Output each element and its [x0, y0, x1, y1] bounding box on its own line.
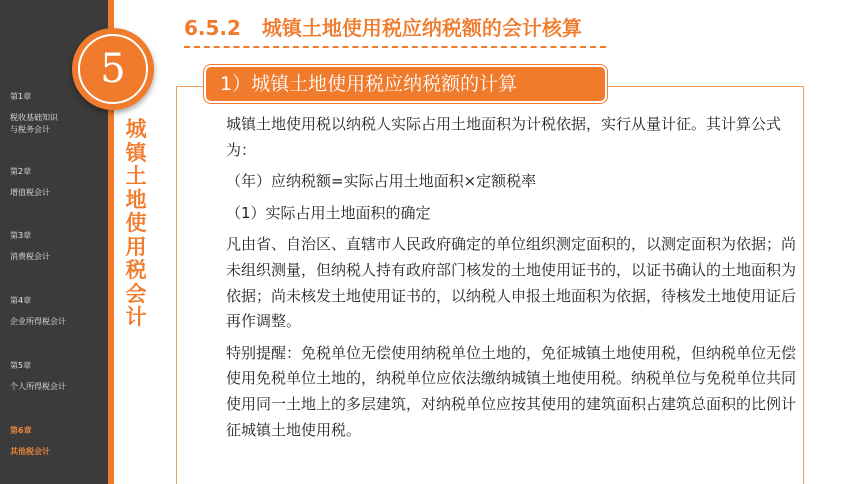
sidebar-item-label: 其他税会计 [10, 447, 50, 456]
paragraph-area-rules: 凡由省、自治区、直辖市人民政府确定的单位组织测定面积的，以测定面积为依据；尚未组织测量，但纳税人持有政府部门核发的土地使用证书的，以证书确认的土地面积为依据；尚未核发土地使用证书的，以纳税人申报土地面积为依据，待核发土地使用证后再作调整。 [226, 235, 797, 331]
section-heading-tab [204, 65, 607, 103]
page-title-text: 城镇土地使用税应纳税额的会计核算 [261, 16, 582, 40]
page-title [184, 12, 582, 41]
body-text [226, 112, 796, 443]
page-title-number: 6.5.2 [184, 16, 241, 40]
paragraph-intro: 城镇土地使用税以纳税人实际占用土地面积为计税依据，实行从量计征。其计算公式为： [226, 115, 782, 159]
sidebar-item-chapter: 第4章 [10, 296, 32, 305]
section-heading-text: 1）城镇土地使用税应纳税额的计算 [220, 73, 518, 95]
vertical-title-char: 计 [125, 305, 147, 329]
vertical-title-char: 会 [125, 281, 147, 306]
sidebar-item-ch3[interactable] [10, 230, 50, 263]
vertical-title-char: 土 [125, 164, 147, 188]
sidebar-item-label: 增值税会计 [10, 188, 50, 197]
sidebar-item-ch2[interactable] [10, 166, 50, 199]
sidebar-item-chapter: 第3章 [10, 231, 32, 240]
sidebar-item-ch6[interactable] [10, 425, 50, 458]
paragraph-formula: （年）应纳税额=实际占用土地面积×定额税率 [226, 172, 537, 191]
sidebar-item-ch1[interactable] [10, 91, 58, 136]
vertical-title-char: 镇 [125, 140, 147, 165]
sidebar-item-ch5[interactable] [10, 360, 66, 393]
sidebar-item-chapter: 第1章 [10, 92, 32, 101]
sidebar-item-label: 个人所得税会计 [10, 382, 66, 391]
chapter-badge-number: 5 [100, 46, 126, 92]
sidebar-item-chapter: 第5章 [10, 361, 32, 370]
vertical-section-title [124, 118, 148, 330]
title-dashed-divider [184, 46, 606, 48]
sidebar-item-label: 税收基础知识 [10, 113, 58, 122]
vertical-title-char: 城 [125, 117, 147, 141]
paragraph-subheading: （1）实际占用土地面积的确定 [226, 203, 431, 222]
sidebar-item-label: 企业所得税会计 [10, 317, 66, 326]
sidebar-item-chapter: 第2章 [10, 167, 32, 176]
sidebar-item-ch4[interactable] [10, 295, 66, 328]
vertical-title-char: 税 [125, 258, 147, 282]
sidebar-item-chapter: 第6章 [10, 426, 32, 435]
vertical-title-char: 使 [125, 211, 147, 235]
paragraph-special-note: 特别提醒：免税单位无偿使用纳税单位土地的，免征城镇土地使用税，但纳税单位无偿使用免税单位土地的，纳税单位应依法缴纳城镇土地使用税。纳税单位与免税单位共同使用同一土地上的多层建筑，对纳税单位应按其使用的建筑面积占建筑总面积的比例计征城镇土地使用税。 [226, 343, 797, 439]
vertical-title-char: 用 [125, 234, 147, 259]
sidebar-item-label-line2: 与税务会计 [10, 125, 50, 134]
vertical-title-char: 地 [125, 187, 147, 212]
sidebar-item-label: 消费税会计 [10, 252, 50, 261]
chapter-badge [78, 34, 148, 104]
